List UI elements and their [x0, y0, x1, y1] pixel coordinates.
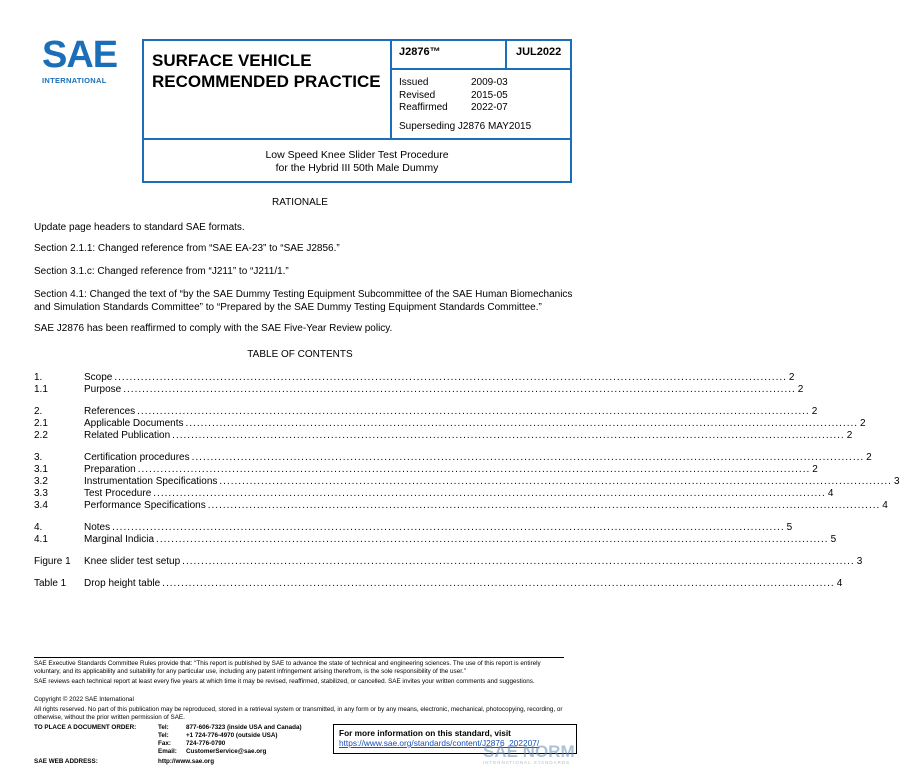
toc-entry[interactable] — [34, 452, 872, 464]
toc-leader: .................................................................................................................................................................................. — [219, 476, 892, 487]
subject-line: Low Speed Knee Slider Test Procedure — [265, 149, 449, 161]
toc-title: Drop height table — [84, 578, 161, 589]
toc-entry[interactable] — [34, 406, 818, 418]
toc-title: Purpose — [84, 384, 122, 395]
review-text: SAE reviews each technical report at least every five years at which time it may be revised, reaffirmed, stabilized, or cancelled. SAE invites your written comments and suggestions. — [34, 678, 535, 685]
subject-line: for the Hybrid III 50th Male Dummy — [275, 162, 439, 174]
email-link[interactable]: CustomerService@sae.org — [186, 748, 267, 755]
toc-entry[interactable] — [34, 534, 837, 546]
toc-leader: .................................................................................................................................................................................. — [153, 488, 826, 499]
title-line: SURFACE VEHICLE — [152, 51, 312, 70]
toc-number: 3.4 — [34, 500, 48, 511]
toc-page: 5 — [786, 522, 793, 533]
watermark-text: SAE NORM — [483, 742, 575, 761]
toc-title: Scope — [84, 372, 113, 383]
rules-text: SAE Executive Standards Committee Rules provide that: “This report is published by SAE to advance the state of technical and engineering sciences. The use of this report is entirely voluntary, and its applicability and suitability for any particular use, including any patent infringement arising therefrom, is the sole responsibility of the user.” — [34, 660, 541, 675]
copyright: Copyright © 2022 SAE International — [34, 696, 134, 703]
contact-row — [158, 748, 302, 756]
toc-leader: .................................................................................................................................................................................. — [137, 406, 810, 417]
toc-entry[interactable] — [34, 522, 793, 534]
rationale-paragraph: Update page headers to standard SAE formats. — [34, 222, 245, 233]
toc-title: References — [84, 406, 136, 417]
toc-entry[interactable] — [34, 430, 853, 442]
toc-entry[interactable] — [34, 418, 866, 430]
toc-page: 4 — [836, 578, 843, 589]
toc-page: 2 — [797, 384, 804, 395]
standard-link[interactable]: https://www.sae.org/standards/content/J2876_202207/ — [339, 738, 540, 748]
toc-leader: .................................................................................................................................................................................. — [162, 578, 835, 589]
contact-value: 877-606-7323 (inside USA and Canada) — [186, 724, 302, 731]
toc-number: 3.3 — [34, 488, 48, 499]
toc-page: 3 — [856, 556, 863, 567]
rationale-paragraph: SAE J2876 has been reaffirmed to comply with the SAE Five-Year Review policy. — [34, 323, 393, 334]
order-label: TO PLACE A DOCUMENT ORDER: — [34, 724, 137, 731]
watermark-subtext: INTERNATIONAL STANDARDS — [483, 760, 571, 765]
rationale-heading: RATIONALE — [272, 197, 328, 208]
rationale-paragraph: Section 4.1: Changed the text of “by the SAE Dummy Testing Equipment Subcommittee of the SAE Human Biomechanics and Simulation Standards Committee” to “Prepared by the SAE Dummy Testing Equipment Standards Committee.” — [34, 289, 573, 313]
toc-leader: .................................................................................................................................................................................. — [207, 500, 881, 511]
toc-title: Knee slider test setup — [84, 556, 181, 567]
toc-page: 3 — [893, 476, 900, 487]
toc-number: 3.1 — [34, 464, 48, 475]
toc-number: 3. — [34, 452, 43, 463]
toc-page: 2 — [812, 464, 818, 475]
contact-list — [158, 724, 302, 756]
more-info-title: For more information on this standard, visit — [339, 728, 511, 738]
toc-leader: .................................................................................................................................................................................. — [185, 418, 859, 429]
toc-entry[interactable] — [34, 556, 863, 568]
toc-number: 1. — [34, 372, 43, 383]
date-value: 2009-03 — [471, 77, 508, 88]
logo-text: SAE — [42, 34, 118, 76]
toc-title: Certification procedures — [84, 452, 190, 463]
toc-leader: .................................................................................................................................................................................. — [191, 452, 865, 463]
logo-subtitle: INTERNATIONAL — [42, 76, 107, 85]
toc-title: Applicable Documents — [84, 418, 184, 429]
toc-page: 2 — [866, 452, 872, 463]
title-line: RECOMMENDED PRACTICE — [152, 72, 381, 91]
toc-entry[interactable] — [34, 500, 888, 512]
contact-label: Fax: — [158, 740, 171, 747]
toc-number: 4. — [34, 522, 43, 533]
toc-page: 4 — [882, 500, 888, 511]
contact-value: +1 724-776-4970 (outside USA) — [186, 732, 278, 739]
toc-entry[interactable] — [34, 372, 795, 384]
toc-number: 2.1 — [34, 418, 48, 429]
toc-number: 2.2 — [34, 430, 48, 441]
date-row — [399, 90, 508, 103]
header-divider — [390, 39, 392, 139]
toc-title: Notes — [84, 522, 111, 533]
toc-leader: .................................................................................................................................................................................. — [112, 522, 785, 533]
date-label: Issued — [399, 77, 429, 88]
toc-number: 1.1 — [34, 384, 48, 395]
contact-label: Tel: — [158, 732, 169, 739]
footer-rule — [34, 657, 564, 658]
sae-logo — [42, 36, 122, 88]
toc-number: 2. — [34, 406, 43, 417]
date-row — [399, 77, 508, 90]
toc-leader: .................................................................................................................................................................................. — [137, 464, 811, 475]
web-address-link[interactable]: http://www.sae.org — [158, 758, 215, 765]
rationale-paragraph: Section 2.1.1: Changed reference from “SAE EA-23” to “SAE J2856.” — [34, 243, 340, 254]
document-number: J2876™ — [399, 46, 441, 58]
toc-page: 2 — [811, 406, 818, 417]
toc-entry[interactable] — [34, 476, 900, 488]
contact-row — [158, 732, 302, 740]
toc-leader: .................................................................................................................................................................................. — [182, 556, 855, 567]
date-value: 2022-07 — [471, 102, 508, 113]
toc-page: 2 — [788, 372, 795, 383]
toc-page: 5 — [830, 534, 837, 545]
toc-title: Performance Specifications — [84, 500, 206, 511]
toc-heading: TABLE OF CONTENTS — [247, 349, 353, 360]
contact-row — [158, 740, 302, 748]
header-divider — [142, 138, 572, 140]
toc-entry[interactable] — [34, 578, 843, 590]
date-value: 2015-05 — [471, 89, 508, 101]
toc-title: Related Publication — [84, 430, 171, 441]
document-type-title — [152, 50, 387, 92]
toc-leader: .................................................................................................................................................................................. — [114, 372, 787, 383]
toc-page: 2 — [860, 418, 866, 429]
web-label: SAE WEB ADDRESS: — [34, 758, 98, 765]
toc-number: 4.1 — [34, 534, 48, 545]
toc-entry[interactable] — [34, 384, 804, 396]
toc-title: Test Procedure — [84, 488, 152, 499]
watermark — [483, 742, 595, 774]
header-divider — [390, 68, 572, 70]
toc-title: Preparation — [84, 464, 136, 475]
toc-leader: .................................................................................................................................................................................. — [172, 430, 845, 441]
toc-number: 3.2 — [34, 476, 48, 487]
contact-value: 724-776-0790 — [186, 740, 226, 747]
toc-page: 2 — [846, 430, 853, 441]
toc-leader: .................................................................................................................................................................................. — [156, 534, 829, 545]
date-label: Revised — [399, 89, 436, 101]
rights-text: All rights reserved. No part of this publication may be reproduced, stored in a retrieval system or transmitted, in any form or by any means, electronic, mechanical, photocopying, recording, or otherwise, without the prior written permission of SAE. — [34, 706, 563, 721]
toc-entry[interactable] — [34, 464, 818, 476]
contact-label: Email: — [158, 748, 177, 755]
toc-page: 4 — [827, 488, 834, 499]
contact-row — [158, 724, 302, 732]
contact-label: Tel: — [158, 724, 169, 731]
toc-entry[interactable] — [34, 488, 834, 500]
toc-number: Figure 1 — [34, 556, 71, 567]
header-divider — [505, 39, 507, 69]
toc-title: Instrumentation Specifications — [84, 476, 218, 487]
document-dates — [399, 77, 508, 115]
toc-number: Table 1 — [34, 578, 67, 589]
document-subject — [142, 149, 572, 175]
date-row — [399, 102, 508, 115]
superseding-note: Superseding J2876 MAY2015 — [399, 121, 532, 132]
rationale-paragraph: Section 3.1.c: Changed reference from “J211” to “J211/1.” — [34, 266, 289, 277]
toc-leader: .................................................................................................................................................................................. — [123, 384, 796, 395]
document-date: JUL2022 — [516, 46, 562, 58]
date-label: Reaffirmed — [399, 102, 448, 113]
toc-title: Marginal Indicia — [84, 534, 155, 545]
